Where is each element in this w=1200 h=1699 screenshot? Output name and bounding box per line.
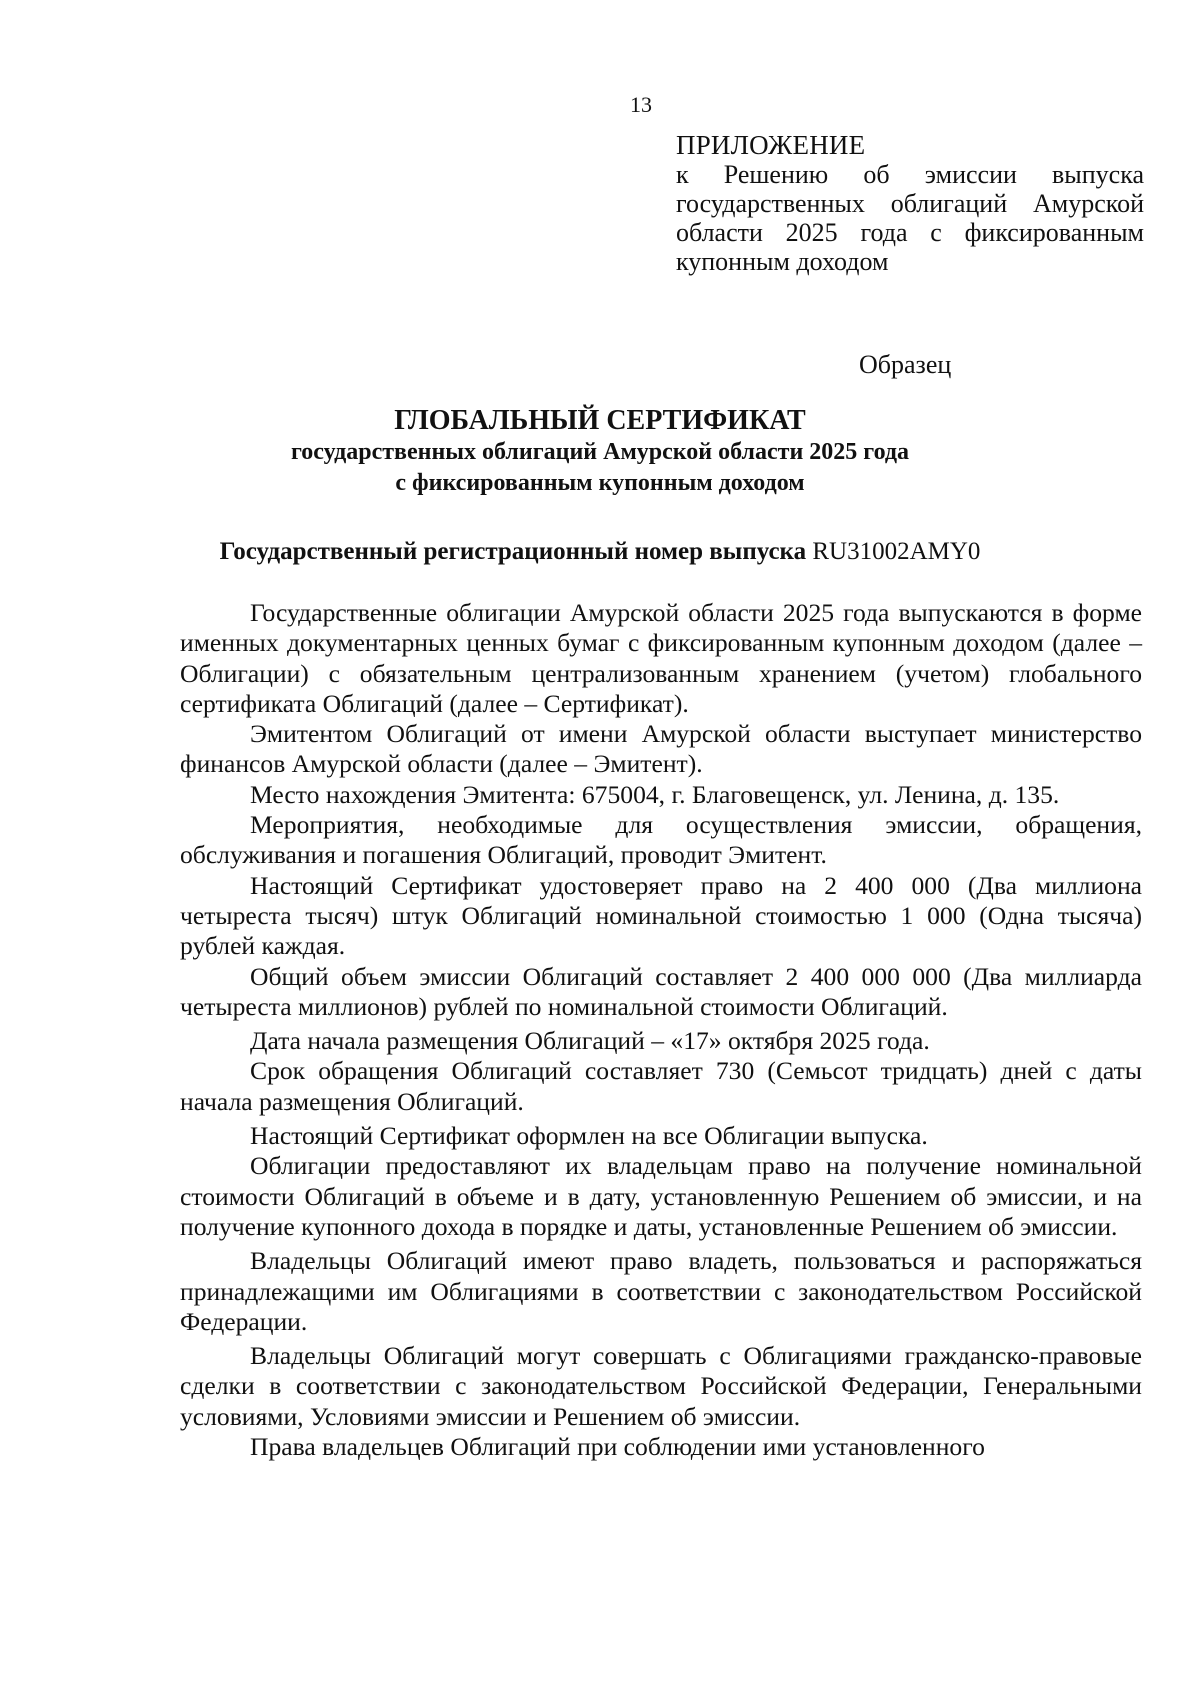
paragraph: Общий объем эмиссии Облигаций составляет 2 400 000 000 (Два миллиарда четыреста миллионов) рублей по номинальной стоимости Облигаций. — [180, 961, 1142, 1021]
annex-title: ПРИЛОЖЕНИЕ — [676, 130, 866, 160]
title-line-2: государственных облигаций Амурской области 2025 года — [290, 439, 910, 465]
annex-reference: к Решению об эмиссии выпуска государственных облигаций Амурской области 2025 года с фиксированным купонным доходом — [676, 160, 1144, 276]
body-text — [180, 598, 1142, 1462]
paragraph: Государственные облигации Амурской области 2025 года выпускаются в форме именных документарных ценных бумаг с фиксированным купонным доходом (далее – Облигации) с обязательным централизованным хранением (учетом) глобального сертификата Облигаций (далее – Сертификат). — [180, 598, 1142, 718]
paragraph: Место нахождения Эмитента: 675004, г. Благовещенск, ул. Ленина, д. 135. — [250, 779, 1060, 809]
paragraph: Владельцы Облигаций имеют право владеть, пользоваться и распоряжаться принадлежащими им Облигациями в соответствии с законодательством Российской Федерации. — [180, 1246, 1142, 1336]
paragraph: Настоящий Сертификат удостоверяет право на 2 400 000 (Два миллиона четыреста тысяч) штук Облигаций номинальной стоимостью 1 000 (Одна тысяча) рублей каждая. — [180, 870, 1142, 961]
paragraph: Права владельцев Облигаций при соблюдении ими установленного — [250, 1432, 985, 1462]
title-line-3: с фиксированным купонным доходом — [395, 470, 805, 496]
registration-number: RU31002AMY0 — [812, 538, 981, 565]
paragraph: Мероприятия, необходимые для осуществления эмиссии, обращения, обслуживания и погашения Облигаций, проводит Эмитент. — [180, 810, 1142, 870]
registration-line — [150, 537, 1050, 567]
title-main: ГЛОБАЛЬНЫЙ СЕРТИФИКАТ — [394, 405, 806, 436]
paragraph: Срок обращения Облигаций составляет 730 (Семьсот тридцать) дней с даты начала размещения Облигаций. — [180, 1056, 1142, 1116]
paragraph: Владельцы Облигаций могут совершать с Облигациями гражданско-правовые сделки в соответствии с законодательством Российской Федерации, Генеральными условиями, Условиями эмиссии и Решением об эмиссии. — [180, 1341, 1142, 1431]
sample-label: Образец — [859, 350, 952, 379]
document-title — [150, 405, 1050, 499]
registration-label: Государственный регистрационный номер выпуска — [219, 538, 807, 565]
paragraph: Эмитентом Облигаций от имени Амурской области выступает министерство финансов Амурской области (далее – Эмитент). — [180, 719, 1142, 779]
annex-block — [676, 131, 1144, 276]
paragraph: Дата начала размещения Облигаций – «17» октября 2025 года. — [250, 1026, 930, 1056]
paragraph: Настоящий Сертификат оформлен на все Облигации выпуска. — [250, 1121, 928, 1151]
paragraph: Облигации предоставляют их владельцам право на получение номинальной стоимости Облигаций в объеме и в дату, установленную Решением об эмиссии, и на получение купонного дохода в порядке и даты, установленные Решением об эмиссии. — [180, 1151, 1142, 1241]
page-number: 13 — [630, 92, 652, 117]
